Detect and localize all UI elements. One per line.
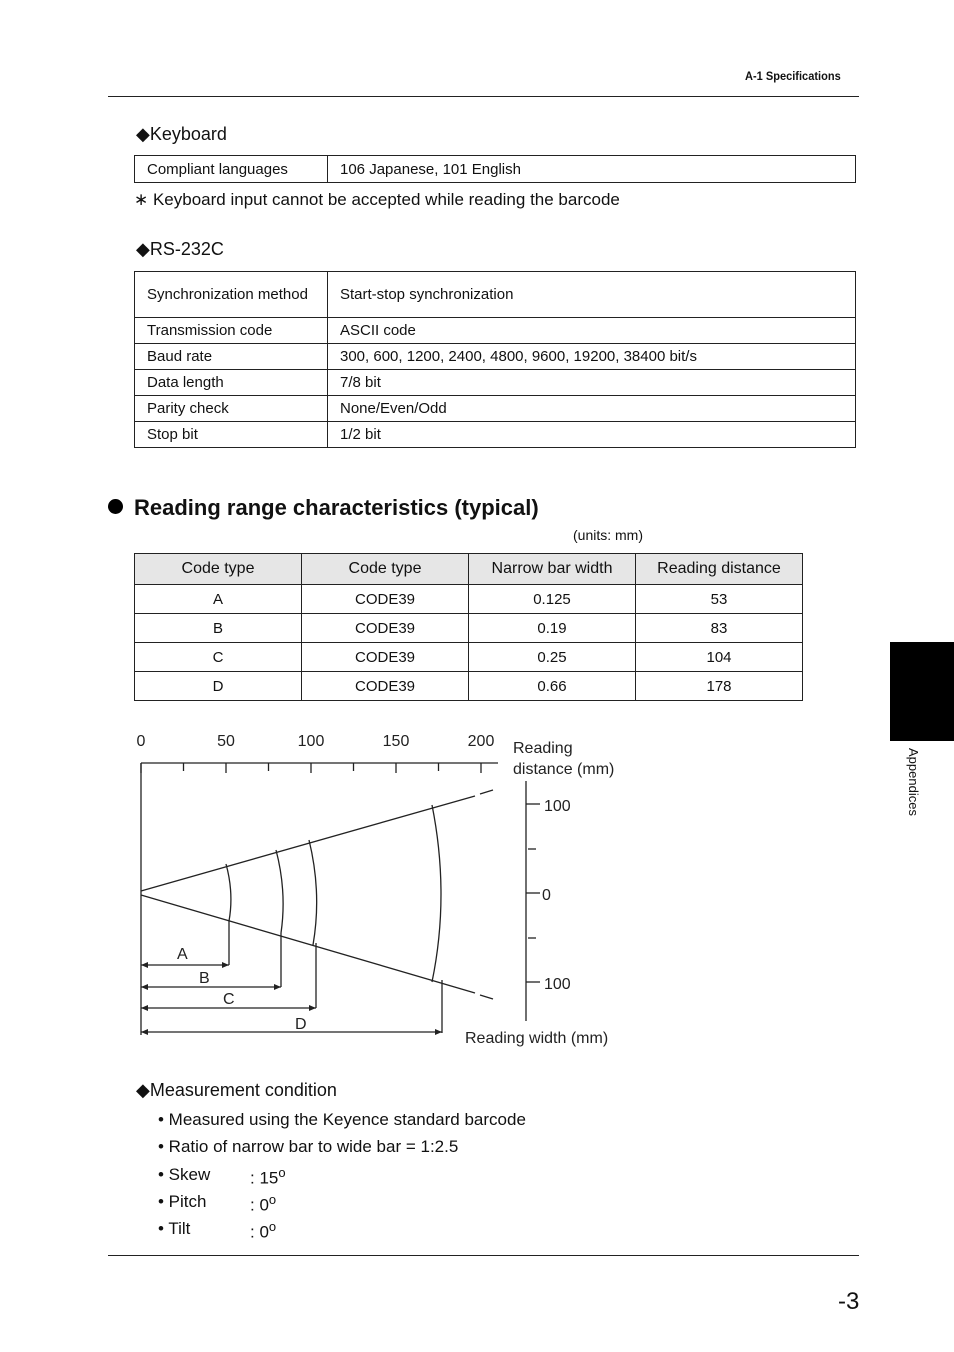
lower-range-boundary	[141, 895, 475, 993]
x-tick-label: 0	[136, 733, 146, 750]
angle-number: : 0	[250, 1222, 269, 1242]
table-cell: 300, 600, 1200, 2400, 4800, 9600, 19200, 38400 bit/s	[328, 344, 856, 370]
table-header: Code type	[302, 554, 469, 585]
rs232c-table	[134, 271, 856, 448]
y-tick-label: 0	[542, 887, 551, 904]
section-tab-label: Appendices	[906, 748, 921, 816]
angle-value	[250, 1192, 276, 1216]
reading-range-table	[134, 553, 803, 701]
reading-range-diagram	[120, 725, 640, 1055]
range-curve-a	[226, 864, 231, 921]
range-curve-d	[432, 805, 441, 982]
keyboard-table	[134, 155, 856, 183]
table-row	[135, 156, 856, 183]
y-tick-label: 100	[544, 798, 571, 815]
table-cell: 1/2 bit	[328, 422, 856, 448]
angle-value	[250, 1165, 286, 1189]
table-cell: Parity check	[135, 396, 328, 422]
footer-rule	[108, 1255, 859, 1256]
keyboard-note: ∗ Keyboard input cannot be accepted while reading the barcode	[134, 190, 620, 209]
table-cell: Compliant languages	[135, 156, 328, 183]
table-cell: 53	[636, 585, 803, 614]
lower-boundary-dash	[480, 995, 493, 999]
table-cell: 7/8 bit	[328, 370, 856, 396]
degree-sign: o	[268, 1219, 277, 1234]
x-tick-label: 50	[217, 733, 235, 750]
upper-range-boundary	[141, 796, 475, 891]
table-cell: Stop bit	[135, 422, 328, 448]
table-header: Narrow bar width	[469, 554, 636, 585]
angle-label: • Skew	[158, 1165, 211, 1184]
x-tick-label: 200	[467, 733, 495, 750]
table-cell: Synchronization method	[135, 272, 328, 318]
section-tab	[890, 642, 954, 741]
curve-label-c: C	[223, 991, 235, 1008]
table-cell: A	[135, 585, 302, 614]
measurement-item: • Ratio of narrow bar to wide bar = 1:2.5	[158, 1137, 459, 1156]
table-header: Code type	[135, 554, 302, 585]
angle-number: : 15	[250, 1168, 279, 1188]
table-cell: None/Even/Odd	[328, 396, 856, 422]
table-row	[135, 614, 803, 643]
table-cell: CODE39	[302, 643, 469, 672]
table-cell: Data length	[135, 370, 328, 396]
table-cell: 106 Japanese, 101 English	[328, 156, 856, 183]
table-row	[135, 370, 856, 396]
table-cell: ASCII code	[328, 318, 856, 344]
table-cell: Transmission code	[135, 318, 328, 344]
table-cell: C	[135, 643, 302, 672]
table-row	[135, 396, 856, 422]
measurement-item: • Measured using the Keyence standard barcode	[158, 1110, 526, 1129]
range-curve-b	[276, 850, 283, 933]
x-axis-label-line2: distance (mm)	[513, 761, 615, 778]
table-row	[135, 318, 856, 344]
table-cell: 0.19	[469, 614, 636, 643]
page-number: -3	[838, 1288, 860, 1315]
curve-label-a: A	[177, 946, 188, 963]
upper-boundary-dash	[480, 790, 493, 794]
table-cell: 0.25	[469, 643, 636, 672]
y-tick-label: 100	[544, 976, 571, 993]
header-section: A-1 Specifications	[745, 69, 841, 83]
table-cell: 0.66	[469, 672, 636, 701]
table-row	[135, 422, 856, 448]
table-cell: Start-stop synchronization	[328, 272, 856, 318]
table-row	[135, 585, 803, 614]
header-rule	[108, 96, 859, 97]
rs232c-title: ◆RS-232C	[136, 239, 224, 259]
degree-sign: o	[268, 1192, 277, 1207]
angle-label: • Tilt	[158, 1219, 191, 1238]
table-cell: 83	[636, 614, 803, 643]
curve-label-d: D	[295, 1016, 307, 1033]
table-cell: 178	[636, 672, 803, 701]
distance-axis-ticks	[141, 763, 481, 773]
angle-label: • Pitch	[158, 1192, 207, 1211]
range-curve-c	[309, 840, 317, 945]
y-axis-label: Reading width (mm)	[465, 1030, 609, 1047]
x-axis-label-line1: Reading	[513, 740, 573, 757]
table-cell: Baud rate	[135, 344, 328, 370]
reading-range-title: Reading range characteristics (typical)	[134, 495, 539, 520]
table-cell: 0.125	[469, 585, 636, 614]
table-row	[135, 272, 856, 318]
table-cell: CODE39	[302, 672, 469, 701]
x-tick-label: 150	[382, 733, 410, 750]
table-row	[135, 672, 803, 701]
x-tick-label: 100	[297, 733, 325, 750]
table-header-row	[135, 554, 803, 585]
angle-value	[250, 1219, 276, 1243]
degree-sign: o	[278, 1165, 286, 1180]
bullet-dot-icon	[108, 499, 123, 514]
table-cell: 104	[636, 643, 803, 672]
angle-number: : 0	[250, 1195, 269, 1215]
measurement-title: ◆Measurement condition	[136, 1080, 337, 1100]
table-cell: B	[135, 614, 302, 643]
table-header: Reading distance	[636, 554, 803, 585]
table-row	[135, 643, 803, 672]
table-row	[135, 344, 856, 370]
curve-label-b: B	[199, 970, 210, 987]
table-cell: CODE39	[302, 585, 469, 614]
table-cell: CODE39	[302, 614, 469, 643]
keyboard-title: ◆Keyboard	[136, 124, 227, 144]
units-label: (units: mm)	[573, 527, 643, 543]
table-cell: D	[135, 672, 302, 701]
